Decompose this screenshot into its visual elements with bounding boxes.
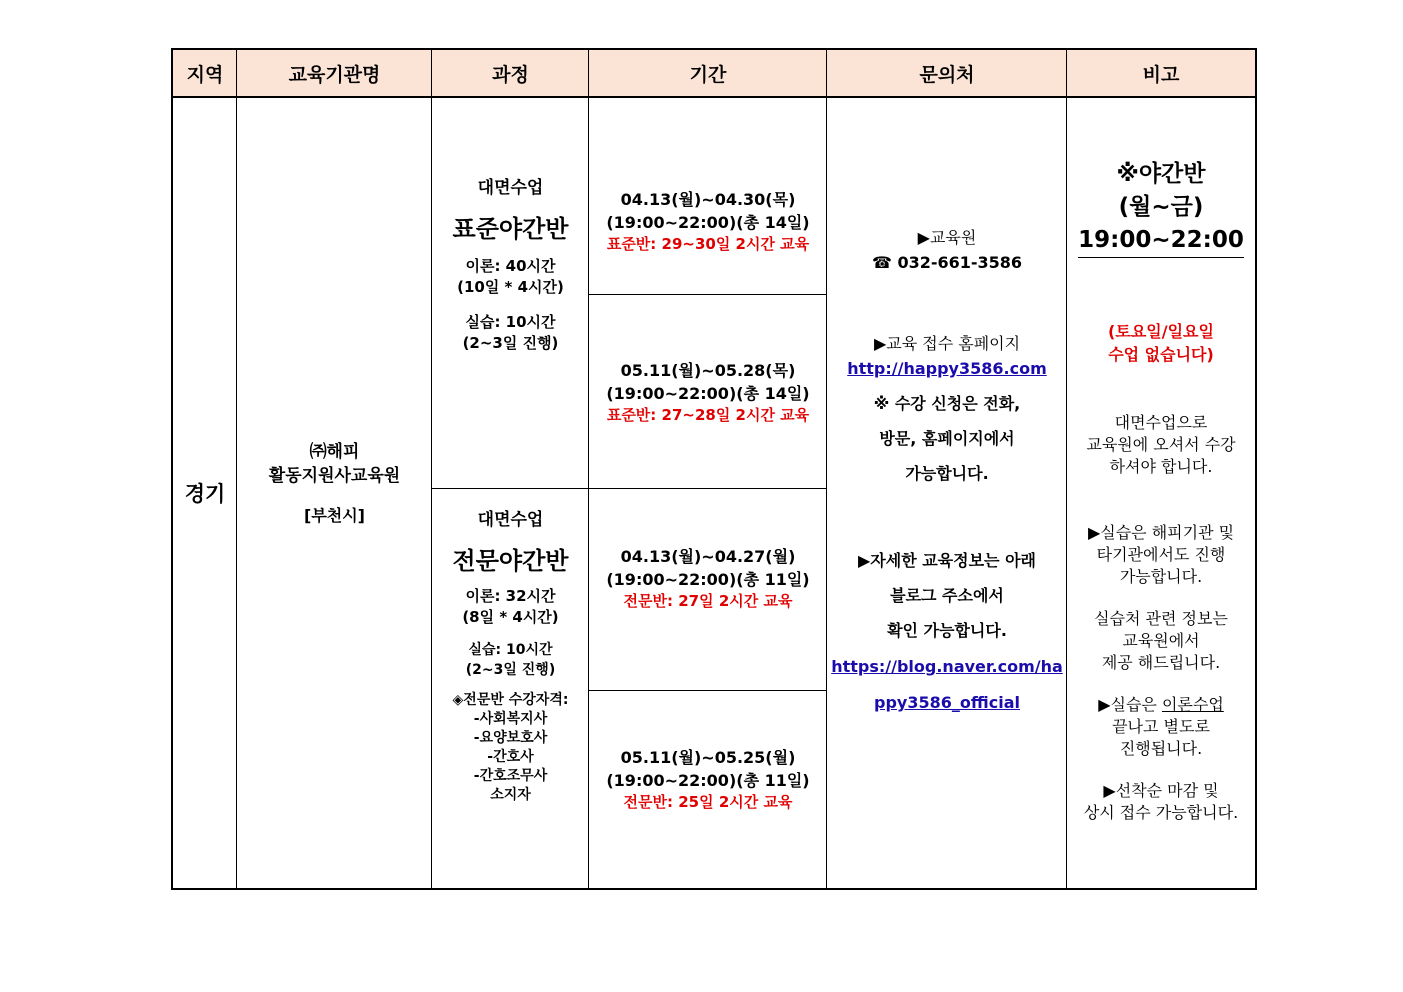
header-contact: 문의처: [827, 50, 1067, 98]
row-divider: [589, 690, 827, 691]
remarks-separate-2: 끝나고 별도로: [1112, 717, 1210, 736]
course-name: 전문야간반: [452, 547, 569, 575]
period-dates: 05.11(월)~05.25(월): [620, 747, 796, 767]
qualification-title: ◈전문반 수강자격:: [452, 692, 569, 708]
institution-cell: [237, 440, 432, 550]
qualification-item: -간호사: [487, 749, 534, 765]
remarks-separate-3: 진행됩니다.: [1119, 739, 1203, 758]
blog-text-3: 확인 가능합니다.: [887, 621, 1007, 640]
period-note: 전문반: 25일 2시간 교육: [623, 792, 793, 811]
qualification-item: -사회복지사: [473, 711, 548, 727]
remarks-practice-2: 타기관에서도 진행: [1096, 545, 1226, 564]
course-standard: [432, 176, 589, 416]
remarks-separate-1b: 이론수업: [1161, 695, 1224, 714]
apply-text-3: 가능합니다.: [905, 464, 989, 483]
course-practice-detail: (2~3일 진행): [465, 662, 556, 678]
period-note: 전문반: 27일 2시간 교육: [623, 591, 793, 610]
period-cell: [589, 185, 827, 257]
period-time: (19:00~22:00)(총 11일): [606, 569, 810, 589]
remarks-separate-1: [1098, 694, 1224, 716]
contact-cell: [827, 226, 1067, 766]
blog-link-line1[interactable]: https://blog.naver.com/ha: [831, 657, 1063, 676]
row-divider: [589, 294, 827, 295]
header-course: 과정: [432, 50, 589, 98]
remarks-time: 19:00~22:00: [1078, 224, 1244, 258]
blog-link-line2[interactable]: ppy3586_official: [874, 693, 1020, 712]
header-period: 기간: [589, 50, 827, 98]
remarks-closed-1: (토요일/일요일: [1108, 322, 1214, 341]
remarks-info-2: 교육원에서: [1122, 631, 1200, 650]
qualification-item: -요양보호사: [473, 730, 548, 746]
course-practice-detail: (2~3일 진행): [462, 334, 559, 352]
apply-text-1: ※ 수강 신청은 전화,: [873, 394, 1021, 413]
contact-org-label: ▶교육원: [917, 228, 977, 247]
remarks-first-2: 상시 접수 가능합니다.: [1083, 803, 1239, 822]
remarks-info-1: 실습처 관련 정보는: [1094, 609, 1228, 628]
period-dates: 04.13(월)~04.27(월): [620, 546, 796, 566]
region-cell: [173, 98, 237, 888]
period-note: 표준반: 27~28일 2시간 교육: [606, 405, 810, 424]
blog-text-1: ▶자세한 교육정보는 아래: [857, 551, 1036, 570]
remarks-onsite-3: 하셔야 합니다.: [1109, 457, 1213, 476]
row-divider: [432, 488, 827, 489]
remarks-title: ※야간반: [1116, 161, 1206, 187]
qualification-item: -간호조무사: [473, 768, 548, 784]
remarks-closed-2: 수업 없습니다): [1108, 345, 1214, 364]
remarks-days: (월~금): [1118, 194, 1204, 220]
institution-name-line1: ㈜해피: [309, 442, 360, 462]
course-theory-detail: (10일 * 4시간): [457, 278, 564, 296]
institution-city: [부천시]: [304, 506, 365, 525]
course-name: 표준야간반: [452, 215, 569, 243]
apply-text-2: 방문, 홈페이지에서: [879, 429, 1015, 448]
qualification-item: 소지자: [490, 787, 531, 803]
remarks-first-1: ▶선착순 마감 및: [1103, 781, 1219, 800]
header-remarks: 비고: [1067, 50, 1255, 98]
course-theory: 이론: 40시간: [465, 257, 556, 275]
period-time: (19:00~22:00)(총 11일): [606, 770, 810, 790]
course-type: 대면수업: [477, 178, 544, 198]
remarks-onsite-1: 대면수업으로: [1114, 413, 1208, 432]
remarks-info-3: 제공 해드립니다.: [1101, 653, 1221, 672]
course-table: [171, 48, 1257, 890]
blog-text-2: 블로그 주소에서: [890, 586, 1004, 605]
remarks-practice-1: ▶실습은 해피기관 및: [1087, 523, 1235, 542]
course-theory-detail: (8일 * 4시간): [462, 608, 559, 626]
period-cell: [589, 743, 827, 815]
remarks-separate-1a: ▶실습은: [1098, 695, 1162, 714]
contact-homepage-label: ▶교육 접수 홈페이지: [873, 334, 1021, 353]
period-note: 표준반: 29~30일 2시간 교육: [606, 234, 810, 253]
remarks-practice-3: 가능합니다.: [1119, 567, 1203, 586]
remarks-cell: [1067, 158, 1255, 838]
course-expert: [432, 508, 589, 878]
period-time: (19:00~22:00)(총 14일): [606, 212, 810, 232]
course-practice: 실습: 10시간: [465, 313, 556, 331]
period-time: (19:00~22:00)(총 14일): [606, 383, 810, 403]
contact-phone: ☎ 032-661-3586: [871, 253, 1023, 272]
period-dates: 04.13(월)~04.30(목): [620, 189, 796, 209]
course-practice: 실습: 10시간: [468, 642, 553, 658]
institution-name-line2: 활동지원사교육원: [268, 466, 401, 486]
remarks-onsite-2: 교육원에 오셔서 수강: [1086, 435, 1236, 454]
header-region: 지역: [173, 50, 237, 98]
course-theory: 이론: 32시간: [465, 587, 556, 605]
course-type: 대면수업: [477, 510, 544, 530]
period-dates: 05.11(월)~05.28(목): [620, 360, 796, 380]
period-cell: [589, 356, 827, 428]
period-cell: [589, 542, 827, 614]
region-text: 경기: [184, 482, 226, 506]
header-institution: 교육기관명: [237, 50, 432, 98]
homepage-link[interactable]: http://happy3586.com: [847, 359, 1047, 378]
